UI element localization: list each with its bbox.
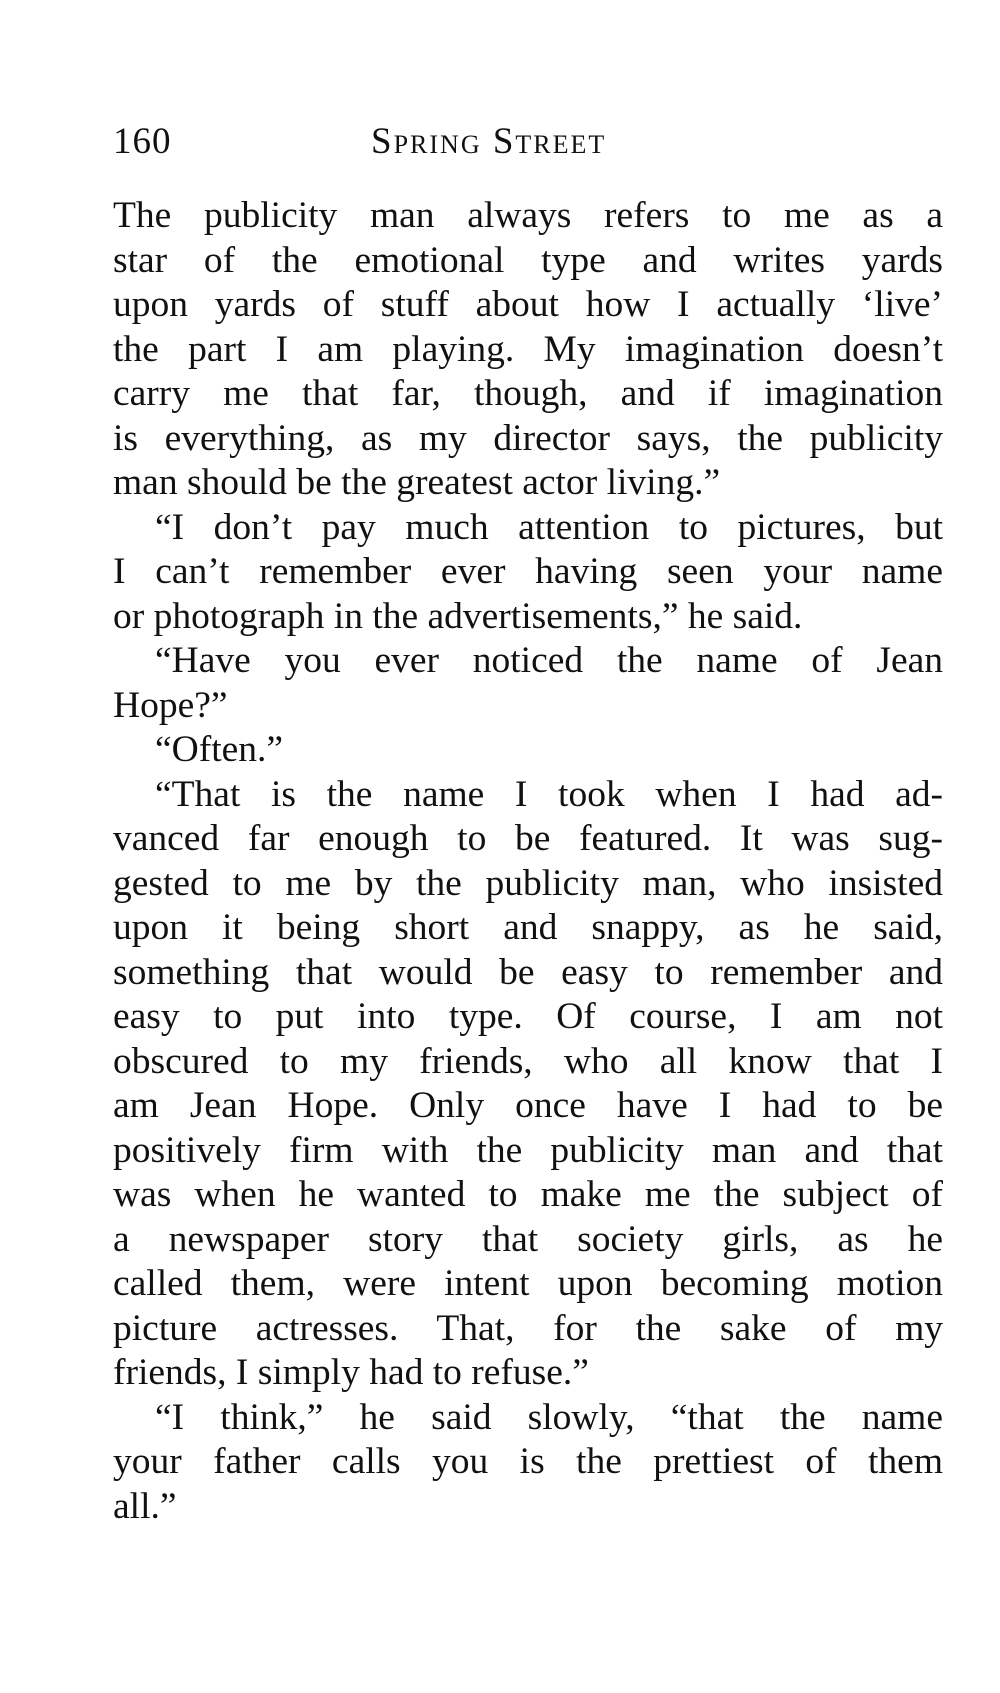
- text-line: something that would be easy to remember and: [113, 951, 943, 993]
- text-line: or photograph in the advertisements,” he said.: [113, 595, 803, 637]
- text-line: is everything, as my director says, the publicity: [113, 417, 943, 459]
- text-line: man should be the greatest actor living.”: [113, 462, 721, 503]
- text-line: your father calls you is the prettiest of them: [113, 1441, 943, 1482]
- text-line: a newspaper story that society girls, as he: [113, 1218, 943, 1260]
- running-title: Spring Street: [371, 121, 607, 162]
- text-line: “I don’t pay much attention to pictures, but: [155, 506, 943, 548]
- text-line: The publicity man always refers to me as a: [113, 195, 943, 236]
- page-number: 160: [113, 121, 172, 162]
- text-line: “Often.”: [155, 729, 284, 770]
- text-line: positively firm with the publicity man and that: [113, 1129, 943, 1171]
- text-line: gested to me by the publicity man, who insisted: [113, 862, 943, 904]
- text-line: carry me that far, though, and if imagination: [113, 373, 943, 414]
- text-line: star of the emotional type and writes yards: [113, 239, 943, 281]
- text-line: “That is the name I took when I had ad-: [155, 773, 943, 815]
- text-line: am Jean Hope. Only once have I had to be: [113, 1085, 943, 1126]
- text-line: the part I am playing. My imagination doesn’t: [113, 328, 943, 370]
- text-line: easy to put into type. Of course, I am not: [113, 996, 943, 1037]
- text-line: I can’t remember ever having seen your name: [113, 551, 943, 592]
- text-line: vanced far enough to be featured. It was sug-: [113, 818, 943, 859]
- text-line: was when he wanted to make me the subject of: [113, 1174, 943, 1215]
- text-line: picture actresses. That, for the sake of my: [113, 1307, 943, 1349]
- text-line: obscured to my friends, who all know that I: [113, 1040, 943, 1082]
- text-line: upon it being short and snappy, as he said,: [113, 907, 943, 948]
- text-line: all.”: [113, 1485, 177, 1527]
- running-head: [113, 112, 943, 172]
- text-line: “I think,” he said slowly, “that the name: [155, 1396, 943, 1438]
- text-line: Hope?”: [113, 684, 228, 726]
- body-text: [113, 194, 943, 1529]
- text-line: friends, I simply had to refuse.”: [113, 1352, 589, 1393]
- text-line: called them, were intent upon becoming motion: [113, 1263, 943, 1304]
- text-line: upon yards of stuff about how I actually ‘live’: [113, 284, 943, 325]
- text-line: “Have you ever noticed the name of Jean: [155, 640, 943, 681]
